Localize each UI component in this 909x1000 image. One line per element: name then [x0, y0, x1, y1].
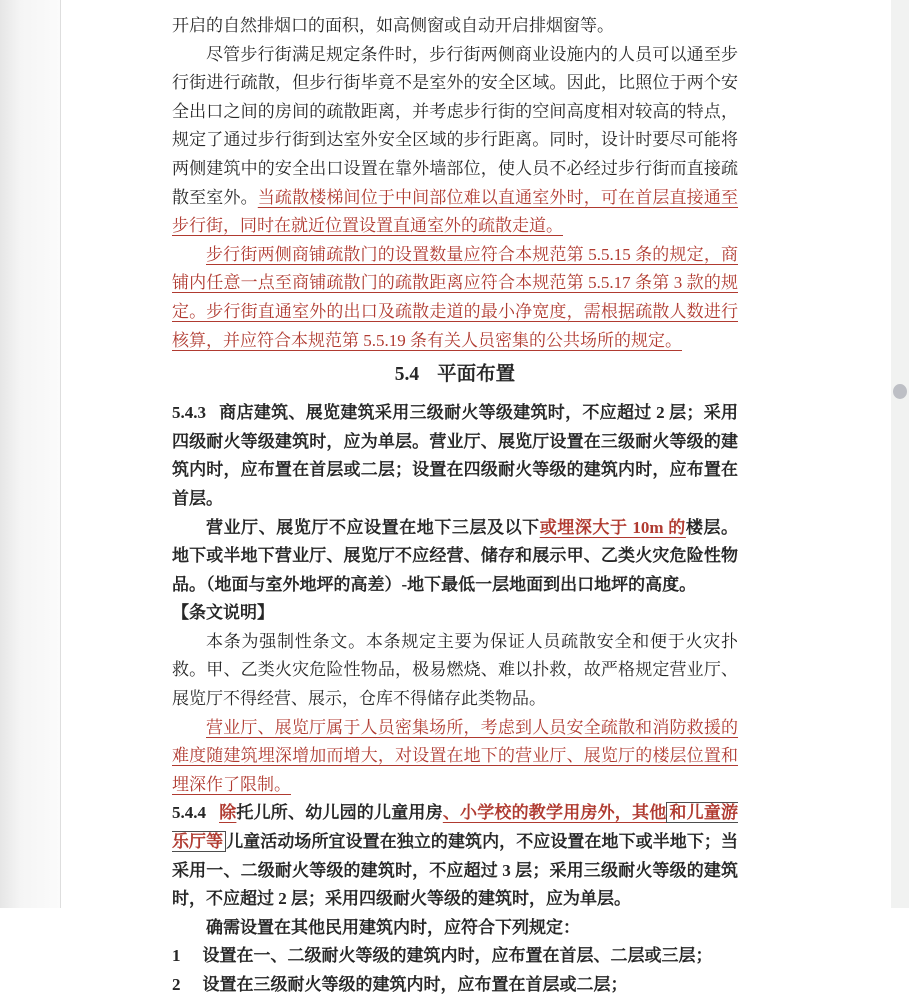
- text-run: 设置在三级耐火等级的建筑内时，应布置在首层或二层；: [202, 975, 628, 994]
- text-run: 托儿所、幼儿园的儿童用房: [236, 803, 443, 823]
- scrollbar-thumb[interactable]: [893, 384, 907, 399]
- text-run: 尽管步行街满足规定条件时，步行街两侧商业设施内的人员可以通至步行街进行疏散，但步行街毕竟不是室外的安全区域。因此，比照位于两个安全出口之间的房间的疏散距离，并考虑步行街的空间高度相对较高的特点，规定了通过步行街到达室外安全区域的步行距离。同时，设计时要尽可能将两侧建筑中的安全出口设置在靠外墙部位，使人员不必经过步行街而直接疏散至室外。: [172, 44, 738, 207]
- section-heading-5-4: [172, 360, 738, 390]
- document-page: [61, 0, 891, 994]
- revision-inserted-text: 、小学校的教学用房外，其他: [442, 803, 667, 823]
- paragraph-shop-exit-revision: [172, 241, 738, 355]
- text-run: 商店建筑、展览建筑采用三级耐火等级建筑时，不应超过 2 层；采用四级耐火等级建筑时，应为单层。营业厅、展览厅设置在三级耐火等级的建筑内时，应布置在首层或二层；设置在四级耐火等级的建筑内时，应布置在首层。: [172, 403, 738, 508]
- clause-5-4-4: [172, 799, 738, 913]
- scrollbar-track[interactable]: [891, 0, 909, 908]
- revision-inserted-text: 当疏散楼梯间位于中间部位难以直通室外时，可在首层直接通至步行街，同时在就近位置设置直通室外的疏散走道。: [172, 187, 738, 236]
- list-item-number: 2: [172, 975, 181, 994]
- commentary-label: [172, 599, 738, 628]
- commentary-revision-paragraph: [172, 714, 738, 800]
- list-item-1: [172, 942, 738, 971]
- paragraph-pedestrian-street: [172, 41, 738, 241]
- text-run: 本条为强制性条文。本条规定主要为保证人员疏散安全和便于火灾扑救。甲、乙类火灾危险性物品，极易燃烧、难以扑救，故严格规定营业厅、展览厅不得经营、展示，仓库不得储存此类物品。: [172, 631, 738, 709]
- clause-5-4-4-other-buildings: [172, 914, 738, 943]
- text-run: 确需设置在其他民用建筑内时，应符合下列规定：: [206, 917, 580, 937]
- text-run: 开启的自然排烟口的面积，如高侧窗或自动开启排烟窗等。: [172, 16, 614, 35]
- document-content: [172, 12, 738, 1000]
- text-run: 楼层。地下或半地下营业厅、展览厅不应经营、储存和展示甲、乙类火灾危险性物品。（地面与室外地坪的高差）-地下最低一层地面到出口地坪的高度。: [172, 517, 739, 594]
- text-run: 儿童活动场所宜设置在独立的建筑内，不应设置在地下或半地下；当采用一、二级耐火等级的建筑时，不应超过 3 层；采用三级耐火等级的建筑时，不应超过 2 层；采用四级耐火等级的建筑时，应为单层。: [172, 832, 738, 909]
- section-title: 平面布置: [437, 364, 516, 386]
- text-run: 【条文说明】: [172, 603, 274, 623]
- section-number: 5.4: [394, 364, 420, 386]
- list-item-2: [172, 971, 738, 1000]
- list-item-number: 1: [172, 946, 181, 966]
- clause-number: 5.4.4: [172, 803, 206, 823]
- text-run: 设置在一、二级耐火等级的建筑内时，应布置在首层、二层或三层；: [202, 946, 713, 966]
- commentary-paragraph: [172, 628, 738, 714]
- revision-inserted-text: 营业厅、展览厅属于人员密集场所，考虑到人员安全疏散和消防救援的难度随建筑埋深增加而增大，对设置在地下的营业厅、展览厅的楼层位置和埋深作了限制。: [172, 717, 738, 794]
- clause-number: 5.4.3: [172, 403, 206, 423]
- clause-5-4-3: [172, 399, 738, 513]
- revision-inserted-text: 除: [219, 803, 237, 823]
- revision-inserted-text: 步行街两侧商铺疏散门的设置数量应符合本规范第 5.5.15 条的规定，商铺内任意一点至商铺疏散门的疏散距离应符合本规范第 5.5.17 条第 3 款的规定。步行街直通室外的出口及疏散走道的最小净宽度，需根据疏散人数进行核算，并应符合本规范第 5.5.19 条有关人员密集的公共场所的规定。: [172, 244, 738, 350]
- revision-deleted-text-box: 和儿童游乐厅等: [172, 803, 739, 852]
- revision-inserted-text: 或埋深大于 10m 的: [539, 517, 686, 537]
- paragraph-smoke-vent-end: [172, 12, 738, 41]
- page-edge-shadow: [0, 0, 61, 908]
- text-run: 营业厅、展览厅不应设置在地下三层及以下: [206, 517, 540, 537]
- clause-5-4-3-basement: [172, 514, 738, 600]
